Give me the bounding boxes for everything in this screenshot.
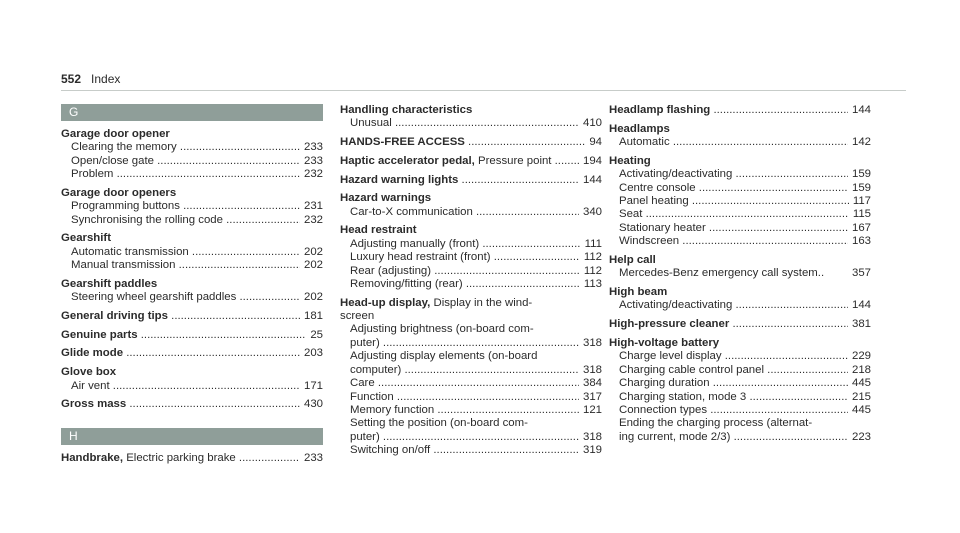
- index-entry-label: [609, 337, 871, 350]
- index-subentry-label[interactable]: Clearing the memory .....: [71, 141, 300, 154]
- index-subentry: [609, 267, 871, 280]
- index-entry-label: [609, 155, 871, 168]
- index-subentry-label[interactable]: Rear (adjusting) .....: [350, 265, 580, 278]
- index-subentry: [609, 364, 871, 377]
- index-entry-heading: [609, 254, 871, 267]
- index-entry-heading: [61, 452, 323, 465]
- index-page-ref[interactable]: 159: [851, 181, 871, 194]
- letter-heading-h: H: [61, 428, 323, 445]
- index-page-ref[interactable]: 232: [303, 213, 323, 226]
- index-subentry-label[interactable]: Removing/fitting (rear) .....: [350, 278, 580, 291]
- index-page-ref[interactable]: 112: [583, 251, 602, 264]
- index-subentry-label[interactable]: Memory function .....: [350, 404, 579, 417]
- index-page-ref[interactable]: 340: [582, 205, 602, 218]
- index-subentry-label[interactable]: Activating/deactivating .....: [619, 299, 848, 312]
- index-entry-heading: [340, 297, 602, 310]
- index-page-ref[interactable]: 318: [582, 363, 602, 376]
- index-entry-label: [61, 278, 323, 291]
- index-entry-label: [609, 286, 871, 299]
- index-entry-heading: [609, 104, 871, 117]
- index-entry-title[interactable]: Head restraint: [340, 224, 417, 237]
- index-page-ref[interactable]: 94: [589, 136, 602, 149]
- index-entry-title[interactable]: Hazard warnings: [340, 192, 432, 205]
- index-entry-label: [340, 155, 579, 168]
- index-page-ref[interactable]: 167: [851, 221, 871, 234]
- index-subentry: [609, 208, 871, 221]
- index-entry: [61, 347, 323, 360]
- index-entry-title[interactable]: Help call: [609, 253, 656, 266]
- index-entry-title[interactable]: Garage door openers: [61, 186, 177, 199]
- index-subentry-label[interactable]: Windscreen .....: [619, 235, 848, 248]
- index-entry-heading: [61, 329, 323, 342]
- index-subentry: [340, 265, 602, 278]
- index-page-ref[interactable]: 445: [851, 377, 871, 390]
- index-entry-title[interactable]: Gearshift: [61, 232, 112, 245]
- index-entry-label: [61, 232, 323, 245]
- index-page-ref[interactable]: 357: [851, 267, 871, 280]
- index-page-ref[interactable]: 144: [851, 104, 871, 116]
- index-entry-heading: [61, 128, 323, 141]
- index-subentry: [61, 259, 323, 272]
- index-entry-label: [340, 174, 579, 187]
- index-entry: [340, 155, 602, 168]
- index-page-ref[interactable]: 142: [851, 136, 871, 149]
- index-subentry-label[interactable]: Adjusting manually (front) .....: [350, 238, 581, 251]
- index-subentry-label[interactable]: Charge level display .....: [619, 350, 848, 363]
- index-entry: [61, 128, 323, 182]
- index-subentry: [609, 235, 871, 248]
- index-entry-label: [609, 123, 871, 136]
- index-subentry-label[interactable]: Air vent .....: [71, 380, 300, 393]
- index-subentry-text: Adjusting brightness (on-board com-: [350, 323, 534, 336]
- index-page-ref[interactable]: 113: [583, 277, 602, 290]
- index-entry-label: [61, 329, 306, 342]
- index-subentry-label[interactable]: Programming buttons .....: [71, 200, 300, 213]
- section-title: Index: [91, 72, 121, 86]
- index-subentry: [340, 117, 602, 130]
- index-entry-title[interactable]: High beam: [609, 286, 668, 299]
- index-page-ref[interactable]: 223: [851, 430, 871, 443]
- index-entry: [61, 278, 323, 305]
- index-subentry: [61, 380, 323, 393]
- index-subentry: [340, 444, 602, 457]
- index-page-ref[interactable]: 229: [851, 350, 871, 363]
- index-page-ref[interactable]: 163: [851, 235, 871, 248]
- index-subentry: [61, 141, 323, 154]
- index-page-ref[interactable]: 144: [851, 299, 871, 312]
- index-entry-heading: [609, 337, 871, 350]
- index-entry: [609, 155, 871, 249]
- index-subentry-label[interactable]: Synchronising the rolling code .....: [71, 214, 300, 227]
- index-entry: [340, 174, 602, 187]
- index-entry-label: [340, 224, 602, 237]
- index-page-ref[interactable]: 159: [851, 168, 871, 181]
- index-entry: [340, 192, 602, 219]
- index-entry-title[interactable]: HANDS-FREE ACCESS: [340, 136, 465, 149]
- index-page-ref[interactable]: 181: [303, 310, 323, 323]
- index-subentry-label[interactable]: Manual transmission .....: [71, 259, 300, 272]
- index-subentry: [340, 337, 602, 350]
- index-page-ref[interactable]: 381: [851, 318, 871, 331]
- index-subentry-label[interactable]: Luxury head restraint (front) .....: [350, 251, 580, 264]
- index-subentry: [609, 195, 871, 208]
- index-entry: [61, 232, 323, 272]
- index-page-ref[interactable]: 233: [303, 141, 323, 154]
- index-entry: [340, 136, 602, 149]
- index-page-ref[interactable]: 430: [303, 398, 323, 411]
- index-page-ref[interactable]: 112: [583, 264, 602, 277]
- index-entry-heading: [61, 232, 323, 245]
- index-page-ref[interactable]: 202: [303, 259, 323, 272]
- page-header: [61, 72, 120, 86]
- index-page-ref[interactable]: 117: [852, 195, 871, 208]
- index-subentry-label[interactable]: Panel heating .....: [619, 195, 849, 208]
- index-subentry: [609, 168, 871, 181]
- index-subentry: [340, 278, 602, 291]
- index-entry-title[interactable]: Headlamps: [609, 122, 670, 135]
- index-entry-title[interactable]: Glide mode: [61, 347, 124, 360]
- index-subentry: [340, 391, 602, 404]
- index-entry-title[interactable]: Heating: [609, 154, 651, 167]
- index-subentry-label[interactable]: Automatic transmission .....: [71, 246, 300, 259]
- index-subentry-label[interactable]: Connection types .....: [619, 404, 848, 417]
- index-entry-title[interactable]: Headlamp flashing: [609, 104, 711, 116]
- index-entry-label: [61, 347, 300, 360]
- index-entry-heading: [61, 310, 323, 323]
- index-entry: [61, 398, 323, 411]
- index-subentry: [609, 431, 871, 444]
- index-subentry-label[interactable]: Steering wheel gearshift paddles .....: [71, 291, 300, 304]
- index-subentry: [609, 136, 871, 149]
- index-entry-detail: Display in the wind-: [430, 296, 533, 309]
- page-number: 552: [61, 72, 82, 86]
- index-entry-heading: [340, 174, 602, 187]
- index-subentry-label[interactable]: Charging duration .....: [619, 377, 848, 390]
- index-subentry-label[interactable]: Problem .....: [71, 168, 300, 181]
- index-entry: [609, 104, 871, 117]
- index-entry-heading: [609, 286, 871, 299]
- index-subentry: [61, 291, 323, 304]
- index-entry: [61, 366, 323, 393]
- index-subentry-label[interactable]: Unusual .....: [350, 117, 579, 130]
- index-entry: [61, 329, 323, 342]
- index-entry: [609, 286, 871, 313]
- index-subentry-text: Adjusting display elements (on-board: [350, 350, 538, 363]
- index-entry-heading: [340, 136, 602, 149]
- index-page-ref[interactable]: 232: [303, 168, 323, 181]
- index-entry-heading: [340, 155, 602, 168]
- index-subentry: [61, 246, 323, 259]
- index-subentry: [609, 377, 871, 390]
- index-entry-heading: [609, 123, 871, 136]
- index-subentry-label[interactable]: Mercedes-Benz emergency call system..: [619, 267, 825, 280]
- index-entry: [61, 452, 323, 465]
- index-entry-label: [609, 318, 848, 331]
- index-subentry-text: Ending the charging process (alternat-: [619, 417, 813, 430]
- index-column-1: [61, 104, 323, 470]
- index-page-ref[interactable]: 218: [851, 363, 871, 376]
- index-entry-heading: [609, 318, 871, 331]
- index-entry-label: [609, 254, 871, 267]
- index-entry-title[interactable]: High-voltage battery: [609, 336, 720, 349]
- index-entry-label: [61, 452, 300, 465]
- index-subentry-label[interactable]: Charging station, mode 3 .....: [619, 391, 848, 404]
- index-entry-label: [61, 398, 300, 411]
- index-subentry: [340, 251, 602, 264]
- index-page-ref[interactable]: 231: [303, 200, 323, 213]
- index-entry: [609, 318, 871, 331]
- index-entry-detail: Electric parking brake: [123, 451, 236, 464]
- index-entry-heading: [340, 224, 602, 237]
- index-subentry-label[interactable]: Automatic .....: [619, 136, 848, 149]
- index-subentry: [609, 182, 871, 195]
- index-subentry: [61, 155, 323, 168]
- index-page-ref[interactable]: 25: [310, 328, 323, 341]
- index-subentry: [609, 222, 871, 235]
- index-subentry: [340, 364, 602, 377]
- index-entry-label: [340, 136, 585, 149]
- index-entry: [61, 187, 323, 227]
- index-page-ref[interactable]: 202: [303, 245, 323, 258]
- letter-heading-g: G: [61, 104, 323, 121]
- index-entry-label: [61, 187, 323, 200]
- index-subentry-label[interactable]: Stationary heater .....: [619, 222, 848, 235]
- index-subentry-label[interactable]: Switching on/off .....: [350, 444, 579, 457]
- index-subentry-label[interactable]: Seat .....: [619, 208, 849, 221]
- index-entry-label: [340, 192, 602, 205]
- index-subentry: [61, 214, 323, 227]
- index-entry: [609, 254, 871, 281]
- index-page-ref[interactable]: 319: [582, 444, 602, 457]
- index-entry-heading: [61, 347, 323, 360]
- index-subentry: [61, 200, 323, 213]
- index-subentry-label[interactable]: puter) .....: [350, 337, 579, 350]
- index-entry-label: [61, 128, 323, 141]
- index-entry-title[interactable]: General driving tips: [61, 310, 168, 323]
- index-entry-heading: [340, 192, 602, 205]
- index-entry: [609, 123, 871, 150]
- index-entry-detail-cont: screen: [340, 310, 375, 323]
- index-page-ref[interactable]: 233: [303, 154, 323, 167]
- index-entry-title[interactable]: Hazard warning lights: [340, 173, 459, 186]
- index-entry: [340, 224, 602, 291]
- index-entry-heading: [61, 398, 323, 411]
- index-entry-detail: Pressure point: [474, 154, 552, 167]
- index-subentry: [340, 404, 602, 417]
- index-subentry: [340, 206, 602, 219]
- index-subentry-label[interactable]: Car-to-X communication .....: [350, 206, 579, 219]
- index-entry-title[interactable]: Handbrake,: [61, 451, 124, 464]
- index-page-ref[interactable]: 233: [303, 451, 323, 464]
- index-page-ref[interactable]: 111: [584, 237, 602, 250]
- index-subentry: [609, 299, 871, 312]
- index-entry-heading: [61, 366, 323, 379]
- index-page-ref[interactable]: 410: [582, 117, 602, 130]
- index-entry: [609, 337, 871, 444]
- index-page-ref[interactable]: 215: [851, 390, 871, 403]
- index-subentry-label[interactable]: puter) .....: [350, 431, 579, 444]
- index-page-ref[interactable]: 194: [582, 154, 602, 167]
- index-subentry-label[interactable]: ing current, mode 2/3) .....: [619, 431, 848, 444]
- index-page-ref[interactable]: 384: [582, 377, 602, 390]
- index-entry-title[interactable]: Handling characteristics: [340, 104, 473, 116]
- index-column-2: [340, 104, 602, 463]
- index-entry-title[interactable]: Head-up display,: [340, 296, 431, 309]
- index-subentry: [609, 350, 871, 363]
- index-entry-label: [609, 104, 848, 117]
- index-page-ref[interactable]: 144: [582, 173, 602, 186]
- index-entry-title[interactable]: Haptic accelerator pedal,: [340, 154, 475, 167]
- index-entry-title[interactable]: Glove box: [61, 366, 117, 379]
- index-subentry: [61, 168, 323, 181]
- index-subentry: [340, 377, 602, 390]
- index-subentry-label[interactable]: Care .....: [350, 377, 579, 390]
- index-page-ref[interactable]: 318: [582, 336, 602, 349]
- index-subentry: [609, 404, 871, 417]
- index-subentry-label[interactable]: Centre console .....: [619, 182, 848, 195]
- index-page-ref[interactable]: 202: [303, 291, 323, 304]
- index-entry-heading: [340, 104, 602, 117]
- index-subentry-label[interactable]: Open/close gate .....: [71, 155, 300, 168]
- index-subentry: [340, 238, 602, 251]
- index-subentry-label[interactable]: computer) .....: [350, 364, 579, 377]
- index-entry: [61, 310, 323, 323]
- index-entry-label: [340, 104, 602, 117]
- index-page-ref[interactable]: 317: [582, 390, 602, 403]
- index-page-ref[interactable]: 318: [582, 430, 602, 443]
- index-entry-label: [61, 366, 323, 379]
- index-subentry-label[interactable]: Charging cable control panel .....: [619, 364, 848, 377]
- index-entry: [340, 104, 602, 131]
- index-page-ref[interactable]: 121: [582, 403, 602, 416]
- index-subentry-label[interactable]: Activating/deactivating .....: [619, 168, 848, 181]
- index-entry-title[interactable]: Gross mass: [61, 398, 127, 411]
- index-page-ref[interactable]: 115: [852, 208, 871, 221]
- index-entry-title[interactable]: Gearshift paddles: [61, 277, 158, 290]
- index-entry: [340, 297, 602, 458]
- index-subentry: [609, 391, 871, 404]
- index-subentry-label[interactable]: Function .....: [350, 391, 579, 404]
- index-entry-heading: [61, 278, 323, 291]
- index-page-ref[interactable]: 445: [851, 403, 871, 416]
- index-entry-heading: [609, 155, 871, 168]
- index-entry-heading: [61, 187, 323, 200]
- index-entry-label: [61, 310, 300, 323]
- index-subentry: [340, 431, 602, 444]
- index-subentry-text: Setting the position (on-board com-: [350, 417, 528, 430]
- index-entry-title[interactable]: Garage door opener: [61, 128, 170, 140]
- index-page-ref[interactable]: 203: [303, 347, 323, 360]
- index-entry-title[interactable]: Genuine parts: [61, 328, 138, 341]
- index-page-ref[interactable]: 171: [303, 379, 323, 392]
- index-column-3: [609, 104, 871, 449]
- header-rule: [61, 90, 906, 91]
- index-entry-title[interactable]: High-pressure cleaner: [609, 318, 730, 331]
